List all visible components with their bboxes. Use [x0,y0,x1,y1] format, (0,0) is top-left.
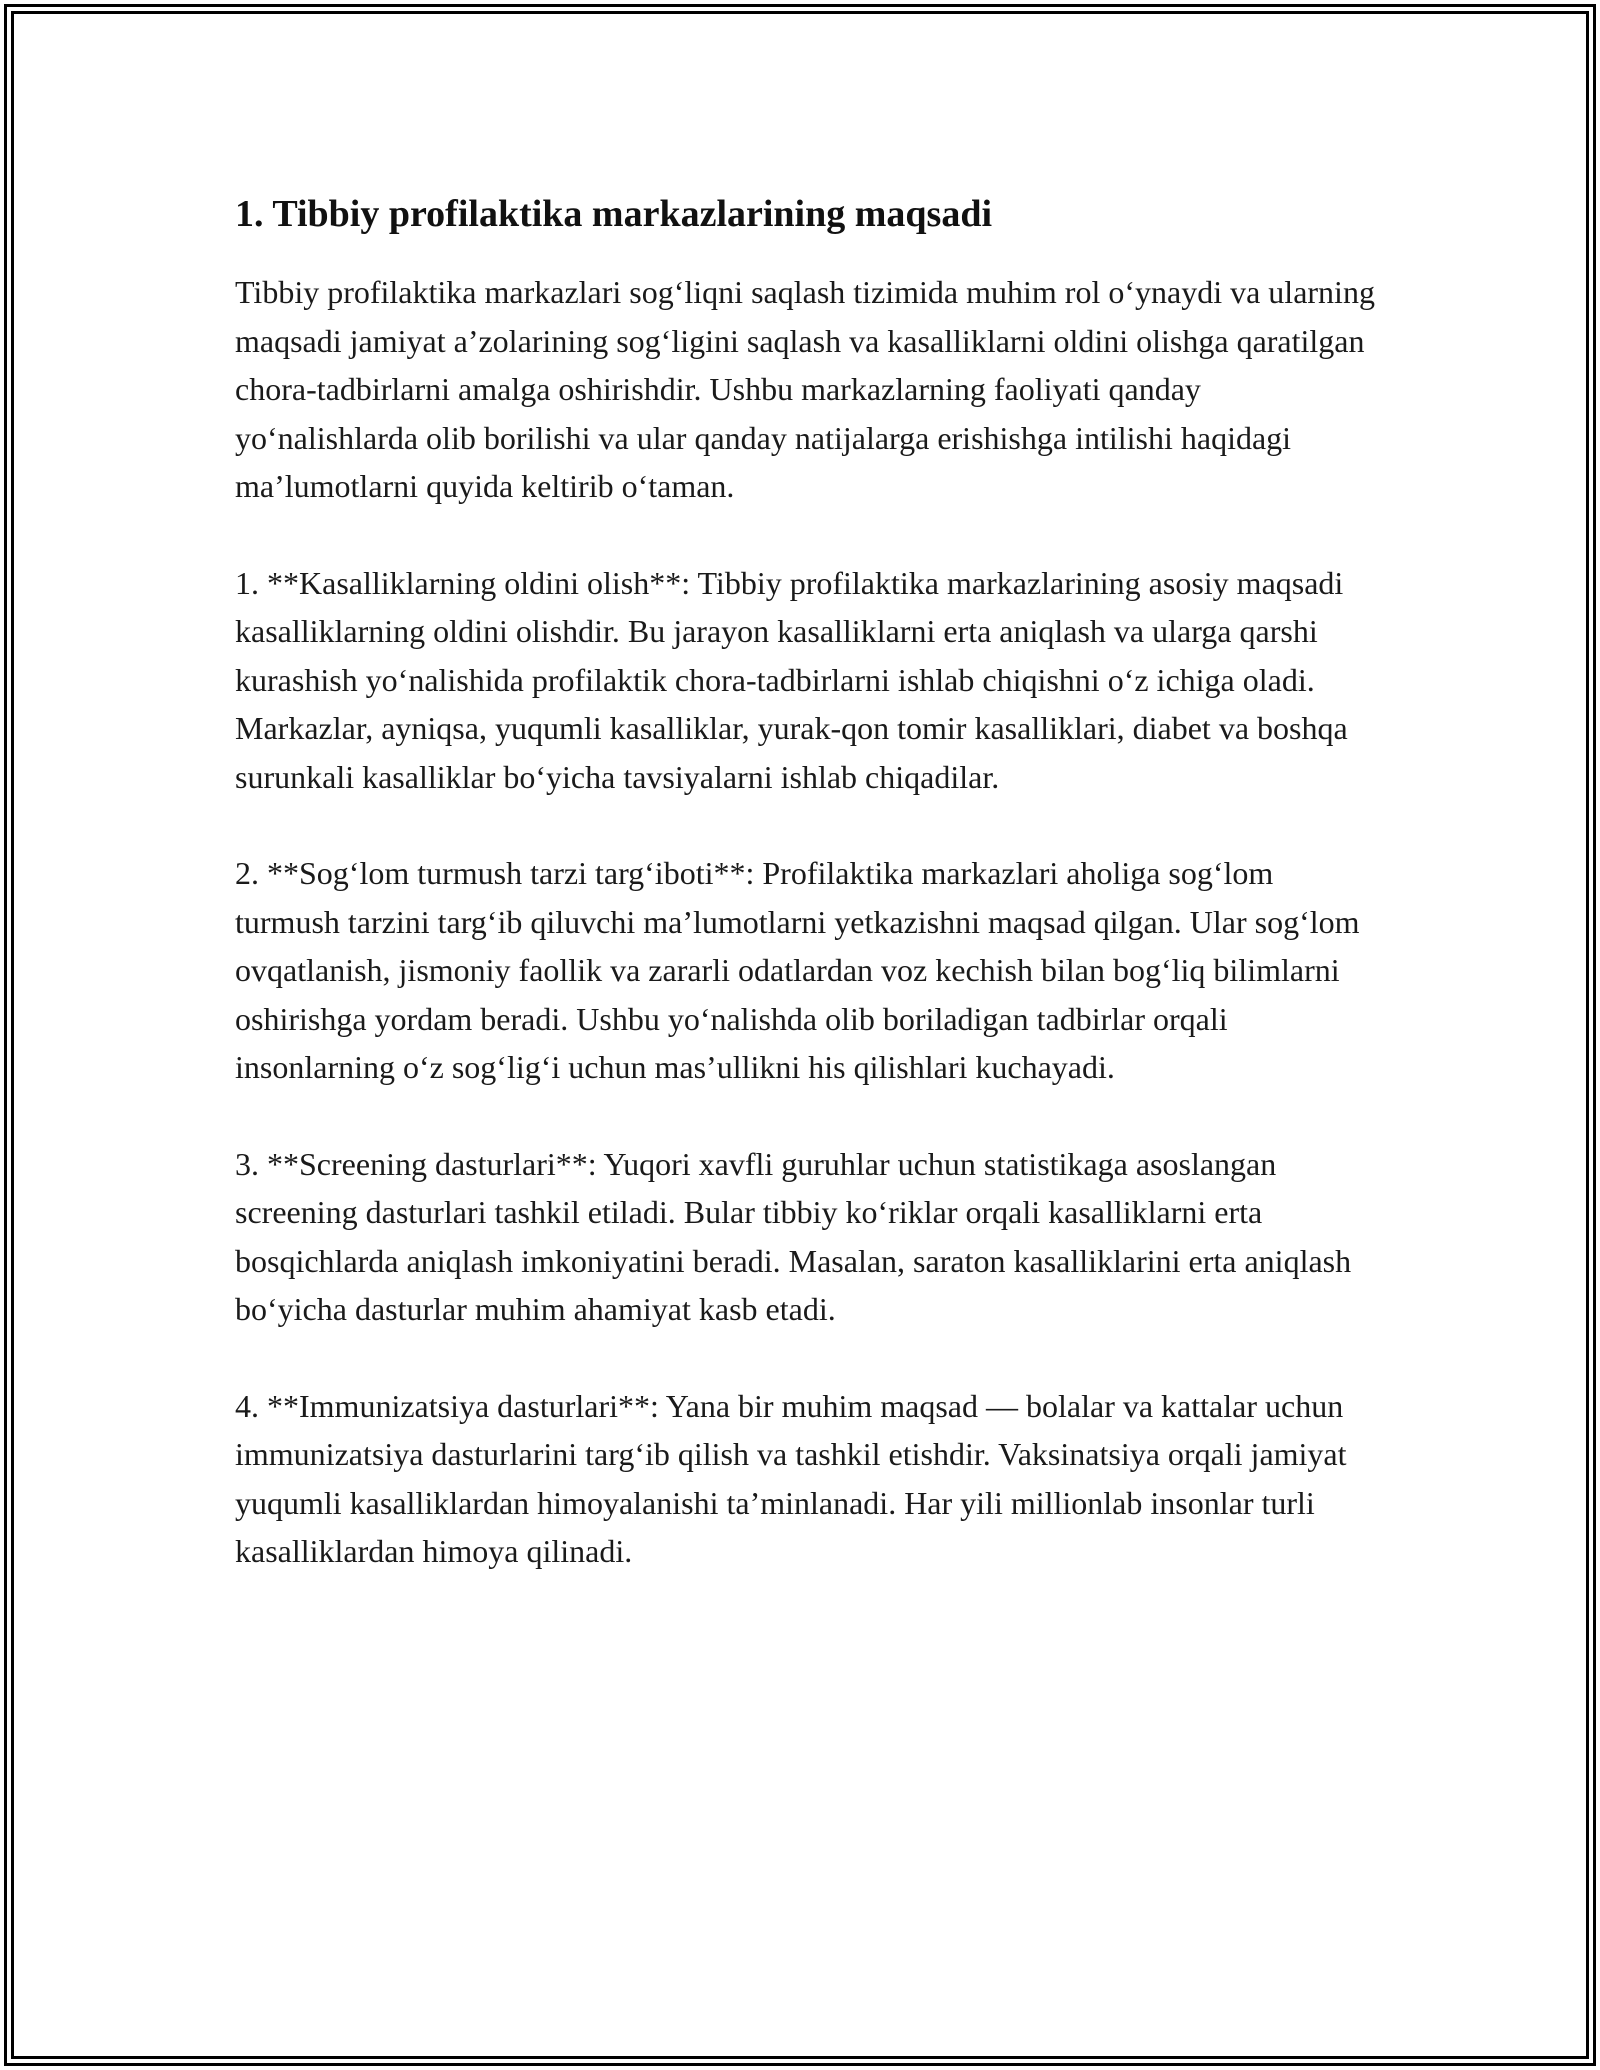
list-item-healthy-lifestyle: 2. **Sog‘lom turmush tarzi targ‘iboti**: Profilaktika markazlari aholiga sog‘lom turmush tarzini targ‘ib qiluvchi ma’lumotlarni yetkazishni maqsad qilgan. Ular sog‘lom ovqatlanish, jismoniy faollik va zararli odatlardan voz kechish bilan bog‘liq bilimlarni oshirishga yordam beradi. Ushbu yo‘nalishda olib boriladigan tadbirlar orqali insonlarning o‘z sog‘lig‘i uchun mas’ullikni his qilishlari kuchayadi. [235,855,1360,1085]
intro-paragraph: Tibbiy profilaktika markazlari sog‘liqni saqlash tizimida muhim rol o‘ynaydi va ularning maqsadi jamiyat a’zolarining sog‘ligini saqlash va kasalliklarni oldini olishga qaratilgan chora-tadbirlarni amalga oshirishdir. Ushbu markazlarning faoliyati qanday yo‘nalishlarda olib borilishi va ular qanday natijalarga erishishga intilishi haqidagi ma’lumotlarni quyida keltirib o‘taman. [235,274,1375,504]
section-heading: 1. Tibbiy profilaktika markazlarining maqsadi [235,193,993,235]
list-item-screening: 3. **Screening dasturlari**: Yuqori xavfli guruhlar uchun statistikaga asoslangan screening dasturlari tashkil etiladi. Bular tibbiy ko‘riklar orqali kasalliklarni erta bosqichlarda aniqlash imkoniyatini beradi. Masalan, saraton kasalliklarini erta aniqlash bo‘yicha dasturlar muhim ahamiyat kasb etadi. [235,1145,1352,1327]
list-item-immunization: 4. **Immunizatsiya dasturlari**: Yana bir muhim maqsad — bolalar va kattalar uchun immunizatsiya dasturlarini targ‘ib qilish va tashkil etishdir. Vaksinatsiya orqali jamiyat yuqumli kasalliklardan himoyalanishi ta’minlanadi. Har yili millionlab insonlar turli kasalliklardan himoya qilinadi. [235,1387,1347,1569]
document-body [235,188,1375,1624]
list-item-disease-prevention: 1. **Kasalliklarning oldini olish**: Tibbiy profilaktika markazlarining asosiy maqsadi kasalliklarning oldini olishdir. Bu jarayon kasalliklarni erta aniqlash va ularga qarshi kurashish yo‘nalishida profilaktik chora-tadbirlarni ishlab chiqishni o‘z ichiga oladi. Markazlar, ayniqsa, yuqumli kasalliklar, yurak-qon tomir kasalliklari, diabet va boshqa surunkali kasalliklar bo‘yicha tavsiyalarni ishlab chiqadilar. [235,564,1348,795]
